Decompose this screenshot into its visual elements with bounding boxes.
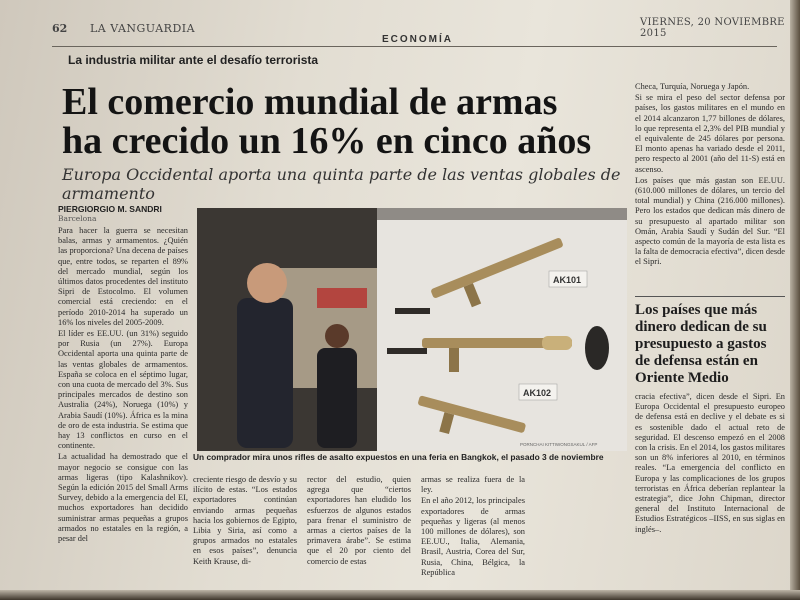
pull-quote: Los países que más dinero dedican de su presupuesto a gastos de defensa están en Oriente Medio (635, 302, 767, 386)
photo-credit: PORNCHAI KITTIWONGSAKUL / AFP (520, 442, 598, 447)
right-column-bottom (635, 392, 785, 536)
kicker: La industria militar ante el desafío terrorista (68, 53, 319, 67)
officer-figure (317, 348, 357, 448)
section-label: ECONOMÍA (382, 34, 453, 45)
man-head (247, 263, 287, 303)
paragraph: armas se realiza fuera de la ley. (421, 475, 525, 495)
article-column-1 (58, 226, 188, 545)
photo-illustration (197, 208, 627, 451)
article-column-4 (421, 475, 525, 579)
paragraph: En el año 2012, los principales exportadores de armas pequeñas y ligeras (al menos 100 millones de dólares), son EE.UU., Italia, Alemania, Brasil, Austria, Corea del Sur, Rusia, China, Bélgica, la República (421, 496, 525, 577)
page-edge-bottom (0, 590, 800, 600)
paragraph: creciente riesgo de desvío y su ilícito de estas. “Los estados exportadores continúan enviando armas pequeñas hacia los gobiernos de Egipto, Libia y Siria, así como a grupos armados no estatales en esos países”, denuncia Keith Krause, di- (193, 475, 297, 566)
black-rifle-1 (395, 308, 430, 314)
paragraph: rector del estudio, quien agrega que “ciertos exportadores han eludido los esfuerzos de algunos estados para frenar el suministro de armas a ciertos países de la primavera árabe”. Se estima que el 20 por ciento del comercio de estas (307, 475, 411, 566)
article-column-3 (307, 475, 411, 568)
issue-date: VIERNES, 20 NOVIEMBRE 2015 (640, 17, 785, 39)
paragraph: Para hacer la guerra se necesitan balas, armas y armamentos. ¿Quién las proporciona? Una decena de países que, entre todos, se reparten el 89% del mercado mundial, según los últimos datos procedentes del instituto Sipri de Estocolmo. El volumen comercial está creciendo: en el período 2010-2014 ha superado un 16% los niveles del 2005-2009. (58, 226, 188, 327)
pull-quote-rule (635, 296, 785, 297)
man-in-suit (237, 298, 293, 448)
optic-scope (585, 326, 609, 370)
paragraph: Checa, Turquía, Noruega y Japón. (635, 82, 750, 91)
ak102-label: AK102 (523, 388, 552, 398)
header-rule (52, 46, 777, 47)
headline (62, 83, 622, 161)
ak101-label: AK101 (553, 275, 582, 285)
right-column-top (635, 82, 785, 269)
headline-line-2: ha crecido un 16% en cinco años (62, 120, 592, 162)
officer-head (325, 324, 349, 348)
newspaper-name: LA VANGUARDIA (90, 22, 196, 35)
dateline: Barcelona (58, 214, 97, 223)
paragraph: El líder es EE.UU. (un 31%) seguido por Rusia (un 27%). Europa Occidental aporta una quinta parte de las ventas globales de armamentos. España se coloca en el séptimo lugar, con una cuota de mercado del 3%. Sus principales mercados de destino son Australia (24%), Noruega (10%) y Arabia Saudí (10%). África es la mina de oro de esta industria. Se estima que hay 13 conflictos en curso en el continente. (58, 329, 188, 451)
paragraph: Los países que más gastan son EE.UU. (610.000 millones de dólares, un tercio del total mundial) y China (216.000 millones). Pero los estados que dedican más dinero de su presupuesto al apartado militar son Omán, Arabia Saudí y Sudán del Sur. “El aspecto común de la mayoría de esta lista es la falta de democracia efectiva”, dicen desde el Sipri. (635, 175, 785, 267)
news-photo (197, 208, 627, 451)
headline-line-1: El comercio mundial de armas (62, 81, 558, 123)
paragraph: Si se mira el peso del sector defensa por países, los gastos militares en el mundo en el 2014 alcanzaron 1,77 billones de dólares, lo que representa el 2,3% del PIB mundial y el equivalente de 245 dólares por persona. El monto apenas ha variado desde el 2011, pero respecto al 2001 (año del 11-S) está en ascenso. (635, 93, 785, 174)
page-edge-right (790, 0, 800, 600)
byline: PIERGIORGIO M. SANDRI (58, 204, 162, 214)
display-top (377, 208, 627, 220)
paragraph: La actualidad ha demostrado que el mayor negocio se consigue con las armas ligeras (tipo Kalashnikov). Según la edición 2015 del Small Arms Survey, debido a la emergencia del EI, muchos exportadores han decidido suministrar armas pequeñas a grupos armados no estatales en la región, a pesar del (58, 452, 188, 544)
subheadline: Europa Occidental aporta una quinta parte de las ventas globales de armamento (62, 165, 621, 203)
photo-caption: Un comprador mira unos rifles de asalto expuestos en una feria en Bangkok, el pasado 3 de noviembre (193, 452, 604, 462)
page-number: 62 (52, 22, 68, 35)
article-column-2 (193, 475, 297, 568)
paragraph: cracia efectiva”, dicen desde el Sipri. En Europa Occidental el presupuesto europeo de defensa está en declive y el debate es si es sostenible dado el actual reto de seguridad. El descenso empezó en el 2008 con la crisis. En el 2014, los gastos militares son un 8% inferiores al 2010, en términos reales. “La emergencia del conflicto en Europa y las complicaciones de los grupos terroristas en África deberían replantear la estrategia”, dice John Chipman, director general del Instituto Internacional de Estudios Estratégicos –IISS, en sus siglas en inglés–. (635, 392, 785, 534)
booth-sign (317, 288, 367, 308)
black-rifle-2 (387, 348, 427, 354)
